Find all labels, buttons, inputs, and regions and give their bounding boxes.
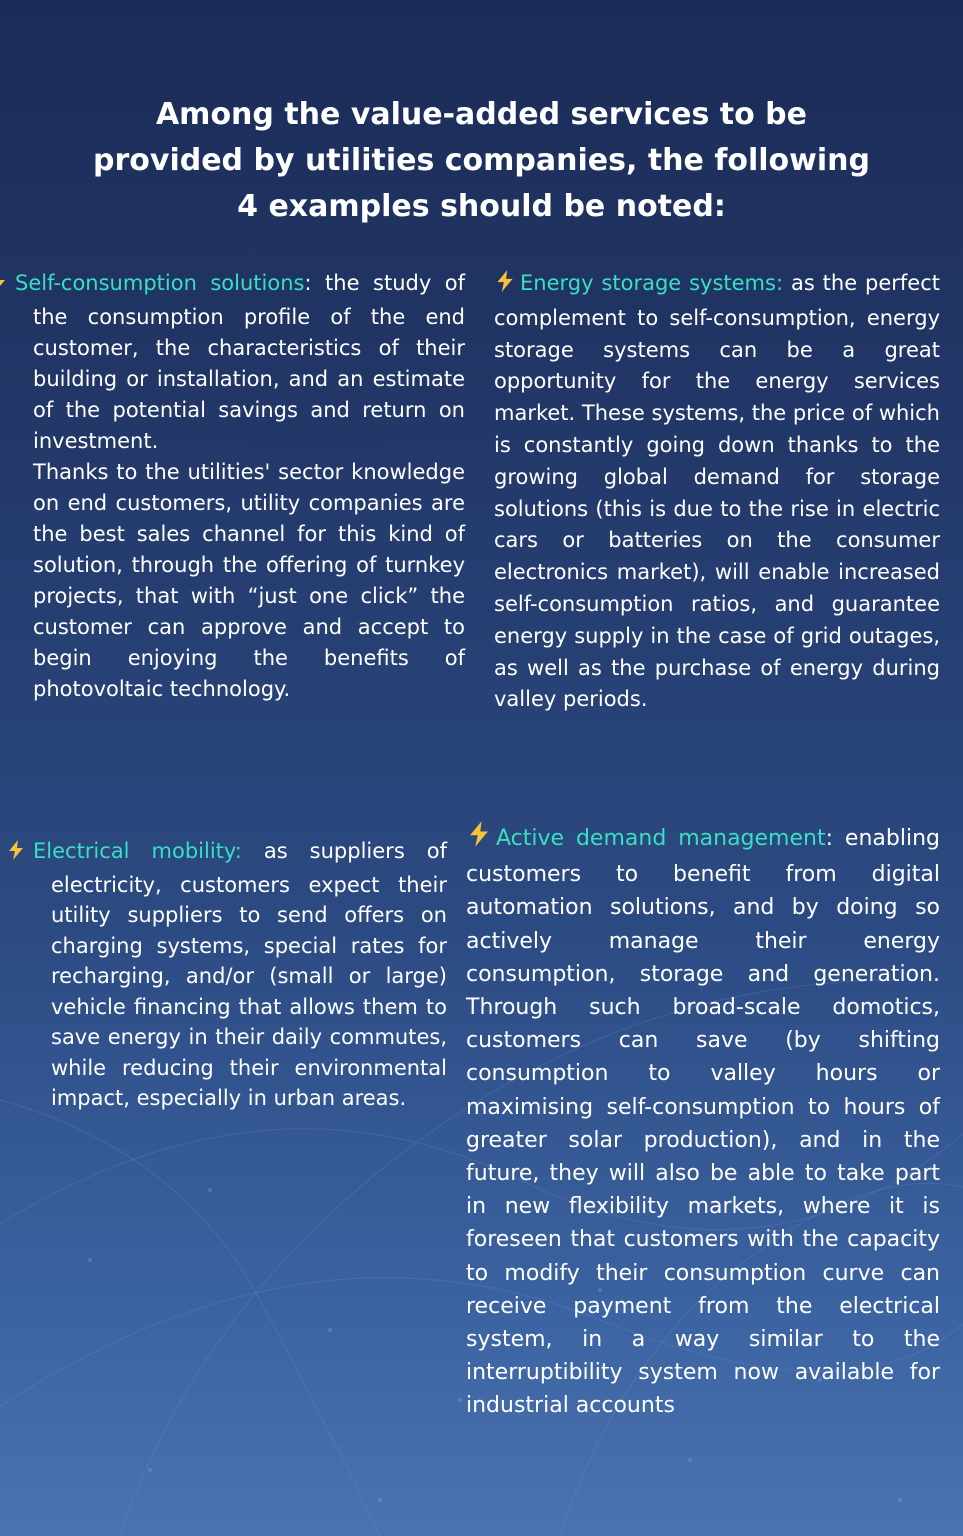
- section-energy-storage: [494, 268, 940, 716]
- section-heading: Energy storage systems:: [520, 271, 784, 295]
- section-heading: Active demand management: [496, 826, 826, 851]
- section-separator: :: [304, 271, 312, 295]
- section-paragraph: [33, 836, 447, 1114]
- section-text: the study of the consumption profile of the end customer, the characteristics of their building or installation, and an estimate of the potential savings and return on investment.: [33, 271, 465, 453]
- section-paragraph: [15, 268, 465, 457]
- lightning-bolt-icon: [466, 820, 492, 858]
- section-text: as suppliers of electricity, customers expect their utility suppliers to send offers on charging systems, special rates for recharging, and/or (small or large) vehicle financing that allows them to save energy in their daily commutes, while reducing their environmental impact, especially in urban areas.: [51, 839, 447, 1110]
- section-paragraph: [466, 820, 940, 1423]
- section-text: as the perfect complement to self-consumption, energy storage systems can be a great opportunity for the energy services market. These systems, the price of which is constantly going down thanks to the growing global demand for storage solutions (this is due to the rise in electric cars or batteries on the consumer electronics market), will enable increased self-consumption ratios, and guarantee energy supply in the case of grid outages, as well as the purchase of energy during valley periods.: [494, 271, 940, 712]
- section-self-consumption: [15, 268, 465, 705]
- section-heading: Electrical mobility:: [33, 839, 242, 863]
- section-paragraph: Thanks to the utilities' sector knowledge on end customers, utility companies are the best sales channel for this kind of solution, through the offering of turnkey projects, that with “just one click” the customer can approve and accept to begin enjoying the benefits of photovoltaic technology.: [33, 460, 465, 701]
- section-text: enabling customers to benefit from digital automation solutions, and by doing so actively manage their energy consumption, storage and generation. Through such broad-scale domotics, customers can save (by shifting consumption to valley hours or maximising self-consumption to hours of greater solar production), and in the future, they will also be able to take part in new flexibility markets, where it is foreseen that customers with the capacity to modify their consumption curve can receive payment from the electrical system, in a way similar to the interruptibility system now available for industrial accounts: [466, 826, 940, 1419]
- page-title: Among the value-added services to be provided by utilities companies, the following 4 examples should be noted:: [93, 97, 870, 224]
- section-active-demand-management: [466, 820, 940, 1423]
- lightning-bolt-icon: [494, 269, 516, 303]
- section-separator: :: [825, 826, 834, 851]
- section-heading: Self-consumption solutions: [15, 271, 305, 295]
- section-electrical-mobility: [33, 836, 447, 1114]
- section-paragraph: [494, 268, 940, 716]
